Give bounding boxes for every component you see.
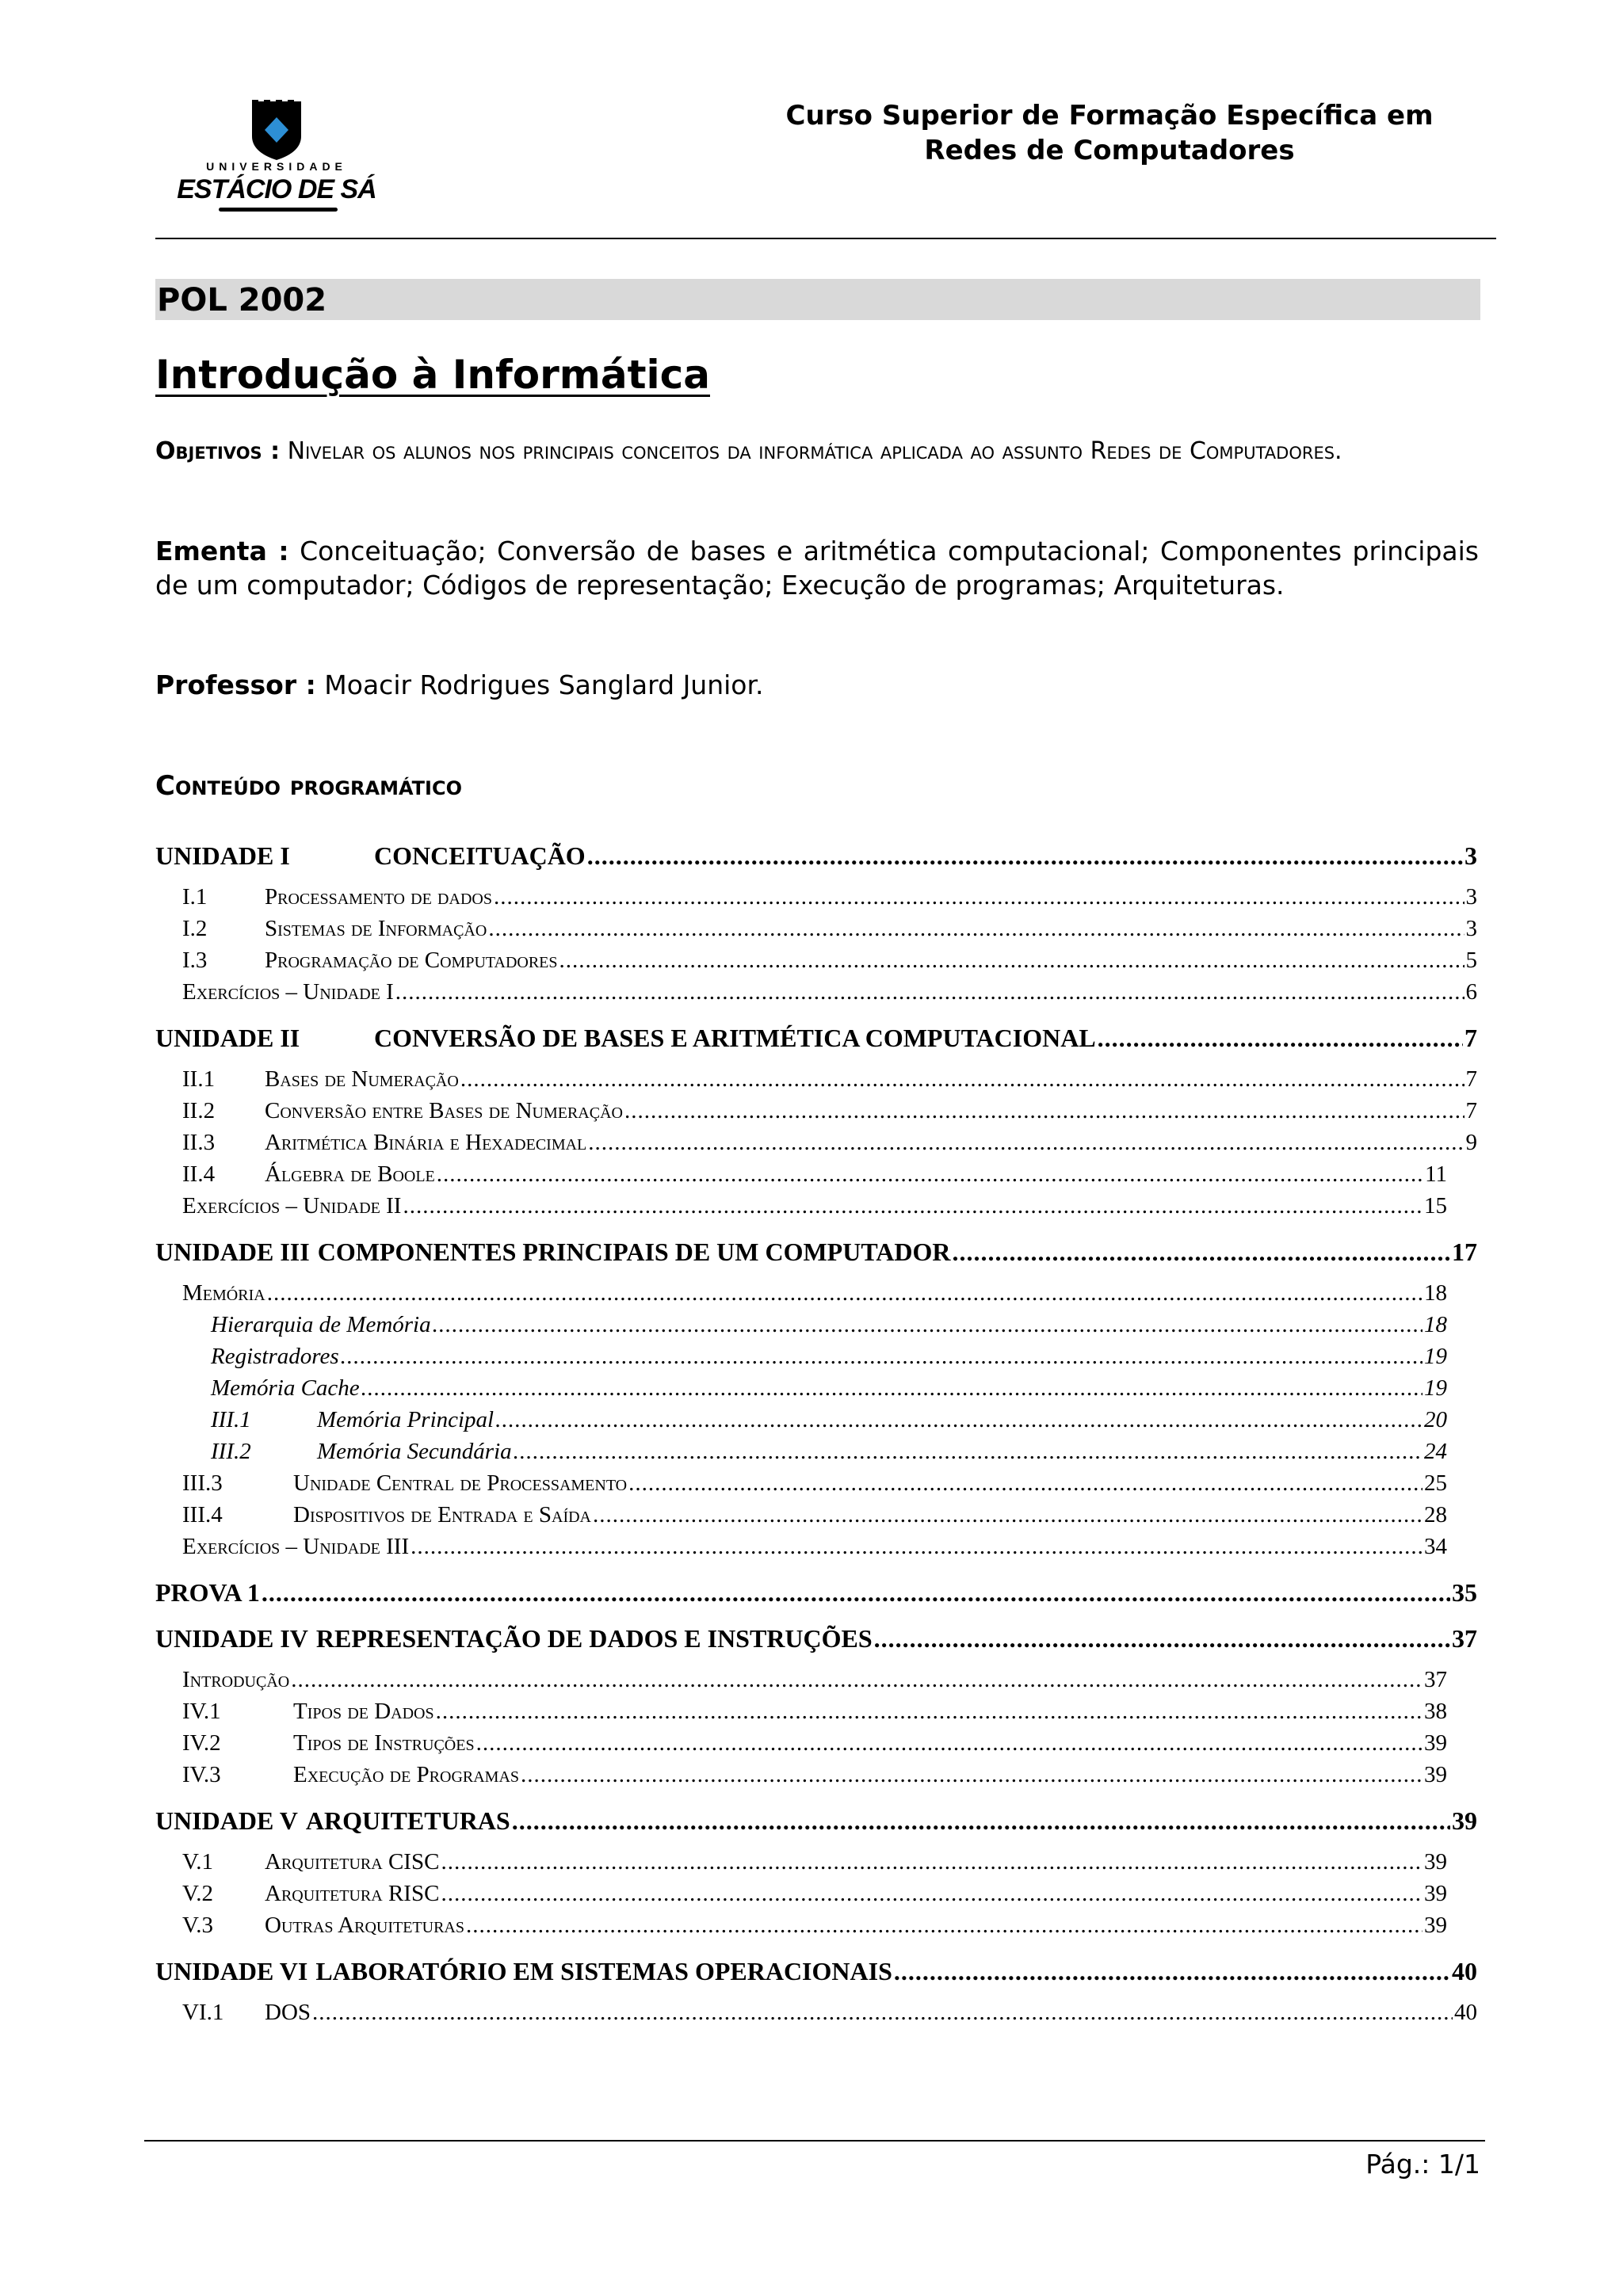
toc-page: 5 [1465,948,1477,973]
toc-leader [587,840,1463,871]
toc-num: IV.2 [182,1730,221,1756]
toc-page: 37 [1424,1667,1447,1692]
ementa-text: Conceituação; Conversão de bases e aritmética computacional; Componentes principais de um computador; Códigos de representação; Execução de programas; Arquiteturas. [155,536,1479,601]
toc-num: I.2 [182,916,208,941]
toc-entry[interactable] [155,1909,1477,1941]
toc-entry[interactable] [155,1695,1477,1727]
content-heading: Conteúdo programático [155,770,462,802]
toc-leader [395,976,1465,1008]
toc-label: CONCEITUAÇÃO [374,841,586,870]
page-title: Introdução à Informática [155,352,710,398]
toc-label: Tipos de Instruções [293,1730,475,1756]
toc-entry[interactable] [155,1309,1477,1341]
toc-page: 7 [1465,1098,1477,1123]
toc-entry[interactable] [155,1127,1477,1158]
toc-leader [433,1309,1423,1341]
toc-entry[interactable] [155,1277,1477,1309]
toc-page: 15 [1424,1193,1447,1219]
toc-page: 38 [1424,1699,1447,1724]
toc-label: REPRESENTAÇÃO DE DADOS E INSTRUÇÕES [315,1624,873,1653]
toc-entry[interactable] [155,1341,1477,1372]
toc-page: 18 [1424,1312,1447,1337]
toc-unit-4[interactable] [155,1623,1477,1654]
toc-label: ARQUITETURAS [305,1806,510,1835]
toc-unit-1[interactable] [155,840,1477,871]
toc-num: II.1 [182,1066,216,1092]
toc-label: Registradores [211,1344,339,1369]
toc-entry[interactable] [155,976,1477,1008]
toc-entry[interactable] [155,1878,1477,1909]
toc-page: 3 [1465,884,1477,910]
toc-leader [559,944,1465,976]
toc-leader [1098,1022,1463,1054]
objetivos-text: Nivelar os alunos nos principais conceitos da informática aplicada ao assunto Redes de Computadores. [287,437,1342,465]
toc-page: 28 [1424,1502,1447,1527]
toc-page: 9 [1465,1130,1477,1155]
toc-leader [495,1404,1423,1436]
toc-leader [341,1341,1423,1372]
toc-label: Introdução [182,1667,290,1692]
toc-leader [953,1236,1450,1268]
toc-page: 39 [1424,1881,1447,1906]
toc-page: 39 [1424,1849,1447,1875]
toc-page: 39 [1424,1730,1447,1756]
toc-num: UNIDADE VI [155,1957,308,1985]
toc-page: 3 [1465,841,1477,870]
toc-label: Dispositivos de Entrada e Saída [293,1502,592,1527]
toc-label: Unidade Central de Processamento [293,1470,628,1496]
course-line-1: Curso Superior de Formação Específica em [785,100,1434,132]
toc-label: Tipos de Dados [293,1699,434,1724]
logo-wordmark: ESTÁCIO DE SÁ [177,174,376,204]
toc-leader [476,1727,1423,1759]
toc-leader [460,1063,1465,1095]
toc-leader [291,1664,1423,1695]
toc-leader [628,1467,1423,1499]
toc-label: Memória [182,1280,265,1306]
toc-entry[interactable] [155,1727,1477,1759]
toc-label: Aritmética Binária e Hexadecimal [265,1130,587,1155]
toc-label: Exercícios – Unidade I [182,979,394,1005]
toc-label: Exercícios – Unidade III [182,1534,410,1559]
toc-label: Bases de Numeração [265,1066,459,1092]
toc-leader [521,1759,1423,1791]
header-divider [155,238,1496,239]
toc-prova[interactable] [155,1577,1477,1608]
toc-page: 7 [1465,1066,1477,1092]
toc-page: 39 [1452,1806,1477,1835]
toc-num: III.3 [182,1470,223,1496]
toc-label: COMPONENTES PRINCIPAIS DE UM COMPUTADOR [317,1238,951,1266]
toc-page: 40 [1452,1957,1477,1985]
toc-label: Memória Secundária [317,1439,512,1464]
toc-label: Hierarquia de Memória [211,1312,431,1337]
toc-label: LABORATÓRIO EM SISTEMAS OPERACIONAIS [315,1957,892,1985]
toc-label: Programação de Computadores [265,948,558,973]
toc-label: Memória Cache [211,1375,360,1401]
professor-section [155,668,1479,702]
toc-unit-3[interactable] [155,1236,1477,1268]
toc-label: Memória Principal [317,1407,495,1432]
table-of-contents [155,840,1477,2028]
toc-page: 11 [1425,1161,1447,1187]
toc-unit-5[interactable] [155,1805,1477,1836]
toc-entry[interactable] [155,1190,1477,1222]
course-code: POL 2002 [157,282,327,318]
toc-page: 25 [1424,1470,1447,1496]
toc-page: 7 [1465,1024,1477,1052]
toc-page: 20 [1424,1407,1447,1432]
toc-label: Arquitetura CISC [265,1849,440,1875]
toc-num: UNIDADE III [155,1238,310,1266]
toc-num: V.2 [182,1881,213,1906]
toc-num: IV.3 [182,1762,221,1787]
toc-entry[interactable] [155,1846,1477,1878]
toc-entry[interactable] [155,913,1477,944]
toc-page: 34 [1424,1534,1447,1559]
toc-label: PROVA 1 [155,1578,260,1607]
toc-entry[interactable] [155,1372,1477,1404]
toc-label: CONVERSÃO DE BASES E ARITMÉTICA COMPUTACIONAL [374,1024,1096,1052]
toc-page: 40 [1454,2000,1477,2025]
toc-leader [403,1190,1423,1222]
toc-leader [514,1436,1423,1467]
toc-entry[interactable] [155,944,1477,976]
toc-leader [588,1127,1464,1158]
toc-entry[interactable] [155,1531,1477,1562]
toc-entry[interactable] [155,1436,1477,1467]
toc-page: 19 [1424,1375,1447,1401]
toc-leader [436,1695,1423,1727]
toc-label: Arquitetura RISC [265,1881,440,1906]
toc-entry[interactable] [155,1664,1477,1695]
toc-page: 3 [1465,916,1477,941]
toc-page: 17 [1452,1238,1477,1266]
toc-page: 35 [1452,1578,1477,1607]
toc-num: UNIDADE I [155,841,290,870]
toc-page: 39 [1424,1762,1447,1787]
toc-page: 39 [1424,1913,1447,1938]
toc-num: III.4 [182,1502,223,1527]
toc-num: IV.1 [182,1699,221,1724]
toc-label: Conversão entre Bases de Numeração [265,1098,623,1123]
ementa-label: Ementa : [155,536,289,566]
toc-label: Processamento de dados [265,884,492,910]
toc-num: II.3 [182,1130,216,1155]
shield-icon [170,100,384,163]
toc-num: I.3 [182,948,208,973]
objetivos-section [155,434,1479,468]
logo-underline [219,208,338,212]
toc-num: V.1 [182,1849,213,1875]
course-code-bar [155,279,1480,320]
toc-num: II.2 [182,1098,216,1123]
toc-leader [441,1846,1423,1878]
toc-leader [312,1997,1453,2028]
toc-entry[interactable] [155,1404,1477,1436]
toc-label: Álgebra de Boole [265,1161,435,1187]
toc-label: Sistemas de Informação [265,916,487,941]
toc-entry[interactable] [155,1095,1477,1127]
toc-num: UNIDADE V [155,1806,298,1835]
toc-num: I.1 [182,884,208,910]
toc-num: III.1 [211,1407,251,1432]
toc-entry[interactable] [155,1158,1477,1190]
toc-num: II.4 [182,1161,216,1187]
toc-entry[interactable] [155,1759,1477,1791]
course-title [697,98,1522,168]
toc-num: III.2 [211,1439,251,1464]
toc-leader [361,1372,1423,1404]
footer-divider [144,2140,1485,2142]
toc-leader [894,1955,1450,1987]
toc-entry[interactable] [155,1063,1477,1095]
professor-text: Moacir Rodrigues Sanglard Junior. [324,669,764,700]
toc-page: 37 [1452,1624,1477,1653]
toc-entry[interactable] [155,1997,1477,2028]
logo-text-top: UNIVERSIDADE [206,160,347,173]
toc-entry[interactable] [155,1467,1477,1499]
professor-label: Professor : [155,669,316,700]
toc-leader [494,881,1465,913]
toc-leader [593,1499,1423,1531]
toc-leader [466,1909,1423,1941]
university-logo [170,100,384,211]
toc-leader [441,1878,1423,1909]
toc-leader [437,1158,1423,1190]
page-number: Pág.: 1/1 [1365,2149,1480,2180]
toc-entry[interactable] [155,881,1477,913]
toc-unit-2[interactable] [155,1022,1477,1054]
toc-leader [267,1277,1423,1309]
toc-label: Execução de Programas [293,1762,520,1787]
toc-leader [262,1577,1450,1608]
ementa-section [155,534,1479,602]
toc-page: 6 [1465,979,1477,1005]
toc-leader [411,1531,1423,1562]
toc-leader [512,1805,1450,1836]
toc-num: VI.1 [182,2000,224,2025]
toc-entry[interactable] [155,1499,1477,1531]
toc-page: 24 [1424,1439,1447,1464]
toc-leader [488,913,1464,944]
toc-label: Exercícios – Unidade II [182,1193,402,1219]
toc-leader [874,1623,1450,1654]
toc-num: UNIDADE II [155,1024,300,1052]
objetivos-label: Objetivos : [155,437,281,465]
toc-page: 19 [1424,1344,1447,1369]
toc-unit-6[interactable] [155,1955,1477,1987]
toc-num: V.3 [182,1913,213,1938]
course-line-2: Redes de Computadores [924,135,1295,166]
toc-page: 18 [1424,1280,1447,1306]
toc-label: DOS [265,2000,311,2025]
toc-label: Outras Arquiteturas [265,1913,464,1938]
toc-leader [624,1095,1465,1127]
toc-num: UNIDADE IV [155,1624,308,1653]
